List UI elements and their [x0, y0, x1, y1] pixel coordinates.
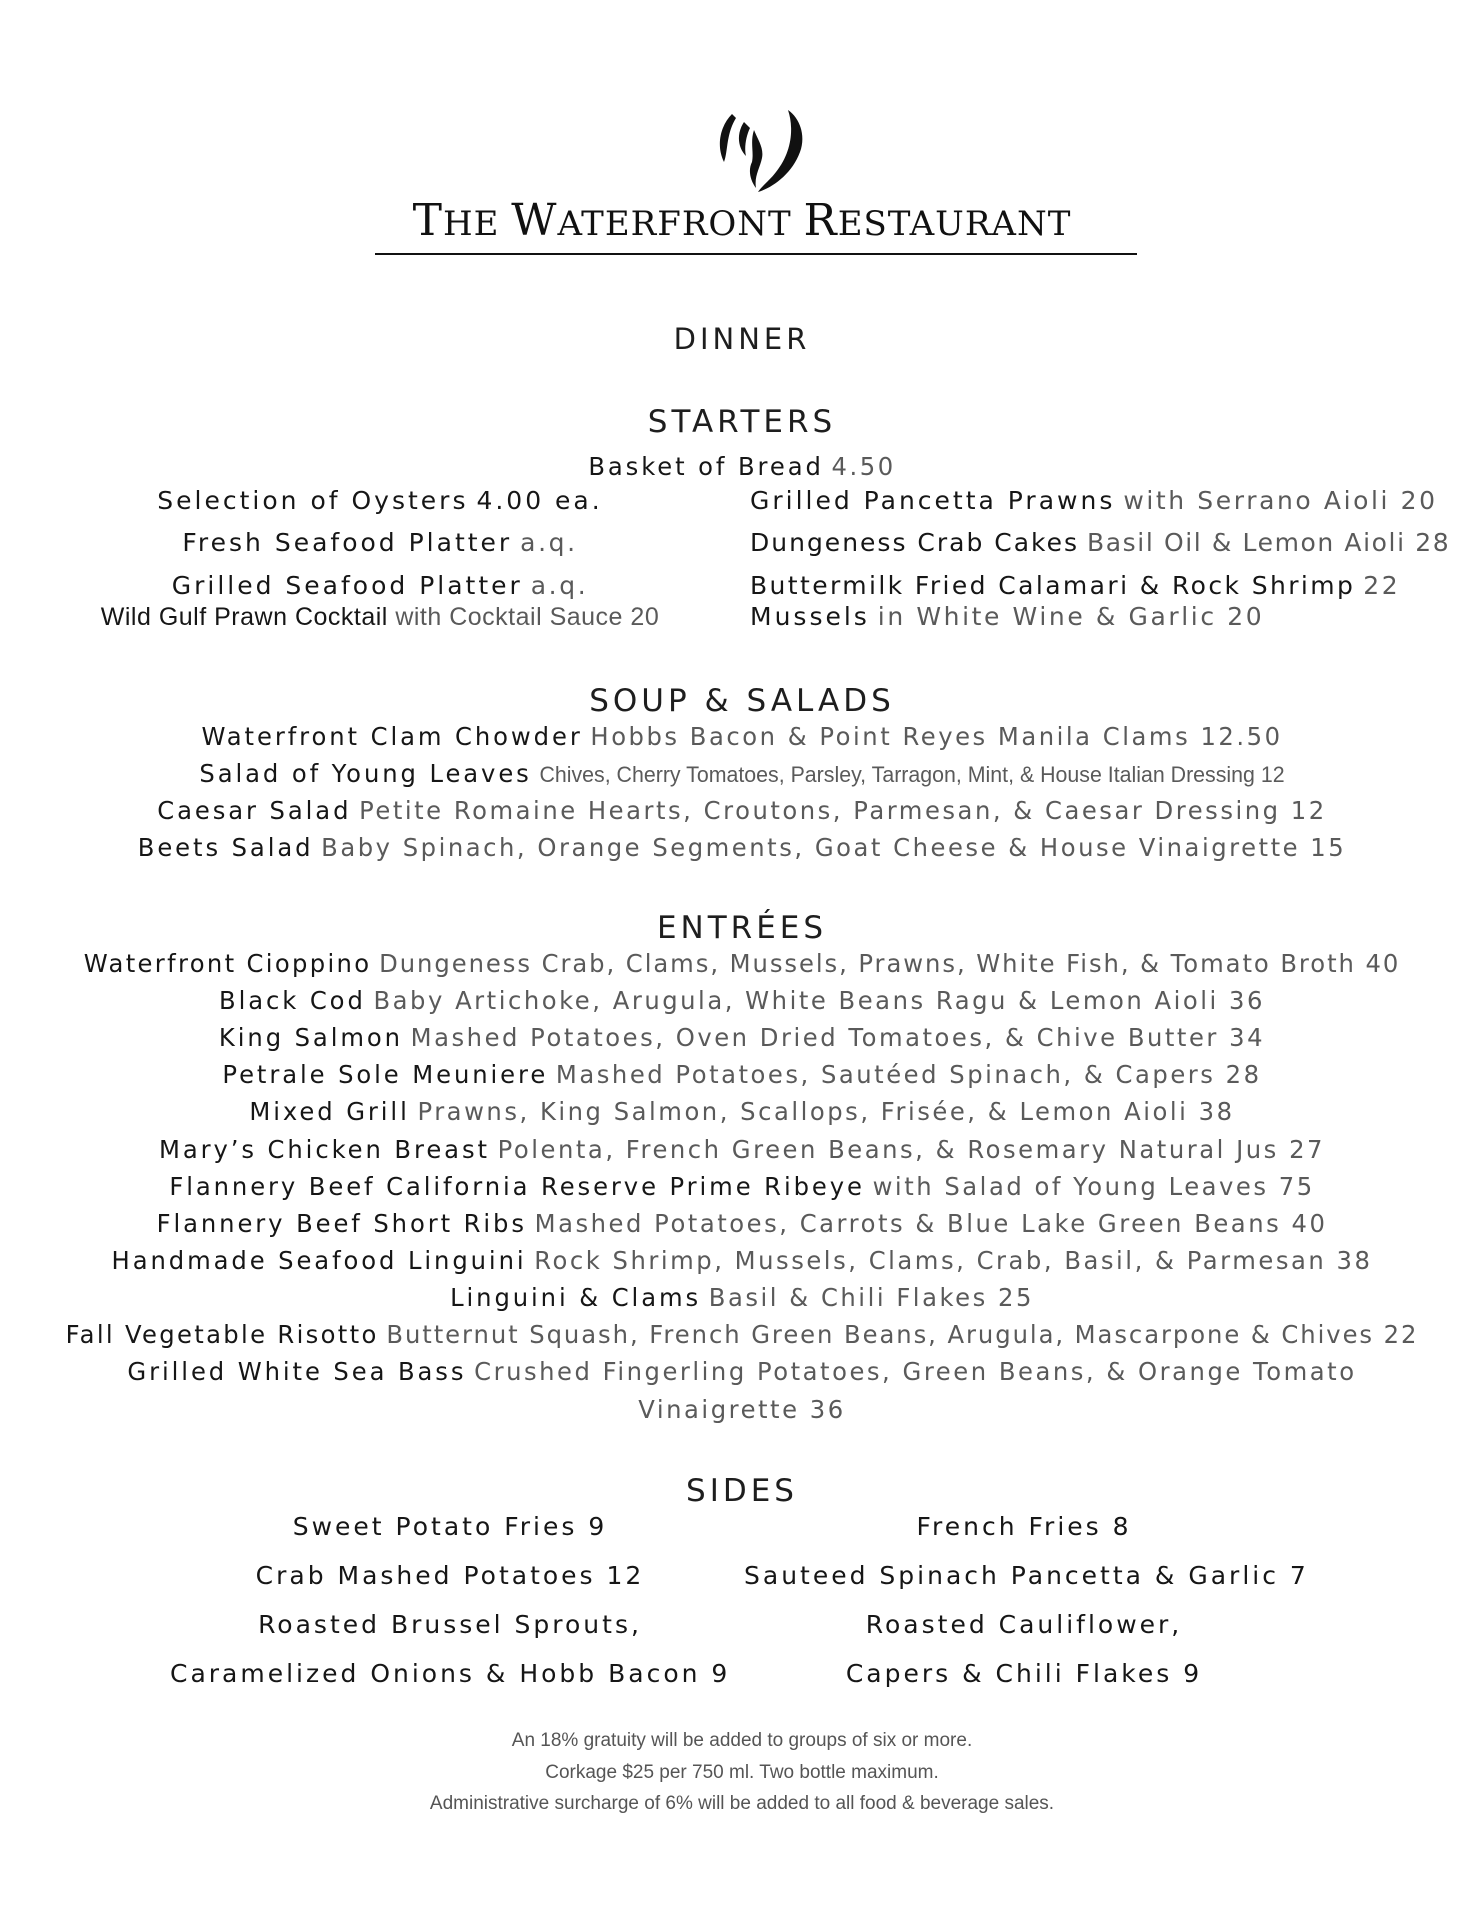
item-name: Salad of Young Leaves [199, 759, 532, 788]
item-name: Flannery Beef California Reserve Prime Ribeye [169, 1171, 865, 1201]
entree-item [22, 1283, 1462, 1313]
item-name: Selection of Oysters [157, 486, 469, 515]
item-name: Flannery Beef Short Ribs [156, 1208, 527, 1238]
entree-item [22, 1246, 1462, 1276]
entree-item [22, 1172, 1462, 1202]
sides-heading: SIDES [686, 1473, 798, 1509]
side-right-1: French Fries 8 [916, 1512, 1132, 1541]
entree-item [22, 1209, 1462, 1239]
entree-continuation [22, 1395, 1462, 1425]
item-desc: Butternut Squash, French Green Beans, Arugula, Mascarpone & Chives 22 [386, 1320, 1419, 1349]
item-name: Buttermilk Fried Calamari & Rock Shrimp [750, 571, 1356, 600]
entree-item [22, 1097, 1462, 1127]
side-left-2: Crab Mashed Potatoes 12 [255, 1561, 645, 1590]
soup-item-1 [22, 722, 1462, 752]
restaurant-title [0, 194, 1484, 251]
item-desc: with Serrano Aioli 20 [1123, 486, 1438, 515]
item-price: 4.50 [831, 452, 896, 481]
item-desc: Baby Spinach, Orange Segments, Goat Cheese & House Vinaigrette 15 [321, 833, 1347, 862]
entree-item [22, 1135, 1462, 1165]
item-name: Petrale Sole Meuniere [222, 1060, 549, 1090]
title-aterfront: ATERFRONT [557, 204, 804, 244]
bread-item [22, 452, 1462, 482]
starter-left-3 [100, 571, 660, 601]
starter-right-2 [750, 528, 1450, 558]
item-desc: Mashed Potatoes, Oven Dried Tomatoes, & Chive Butter 34 [410, 1023, 1266, 1053]
item-name: Mixed Grill [249, 1097, 410, 1127]
entree-item [22, 949, 1462, 979]
item-price: a.q. [520, 528, 578, 557]
side-right-2: Sauteed Spinach Pancetta & Garlic 7 [744, 1561, 1309, 1590]
title-estaurant: ESTAURANT [837, 204, 1072, 244]
item-desc: Petite Romaine Hearts, Croutons, Parmesan, & Caesar Dressing 12 [359, 796, 1327, 825]
footer-corkage: Corkage $25 per 750 ml. Two bottle maximum. [545, 1762, 939, 1783]
entree-item [22, 1023, 1462, 1053]
item-name: Caesar Salad [157, 796, 352, 825]
title-letter-w: W [511, 195, 558, 246]
item-desc: Prawns, King Salmon, Scallops, Frisée, & Lemon Aioli 38 [417, 1097, 1235, 1127]
item-desc: Polenta, French Green Beans, & Rosemary Natural Jus 27 [497, 1134, 1325, 1164]
item-desc: Mashed Potatoes, Carrots & Blue Lake Green Beans 40 [534, 1208, 1328, 1238]
entree-item [22, 986, 1462, 1016]
starter-right-1 [750, 486, 1438, 516]
item-desc: Dungeness Crab, Clams, Mussels, Prawns, White Fish, & Tomato Broth 40 [379, 949, 1401, 978]
entrees-heading: ENTRÉES [656, 910, 828, 946]
soup-item-4 [22, 833, 1462, 863]
starter-left-4 [100, 602, 660, 632]
item-name: Basket of Bread [588, 452, 824, 481]
soups-heading: SOUP & SALADS [589, 683, 895, 719]
waterfront-logo-icon [710, 108, 810, 198]
entree-item [22, 1320, 1462, 1350]
title-letter-t: T [412, 195, 443, 246]
starters-heading: STARTERS [647, 404, 837, 440]
item-name: Linguini & Clams [450, 1282, 702, 1312]
item-desc: Basil & Chili Flakes 25 [708, 1282, 1034, 1312]
restaurant-logo [710, 108, 810, 198]
item-name: Waterfront Cioppino [83, 949, 372, 978]
starter-right-3 [750, 571, 1400, 601]
soup-item-3 [22, 796, 1462, 826]
title-letter-r: R [803, 195, 838, 246]
item-name: Handmade Seafood Linguini [111, 1245, 527, 1275]
item-name: Grilled Pancetta Prawns [750, 486, 1116, 515]
side-right-3: Roasted Cauliflower, [865, 1610, 1183, 1639]
side-left-4: Caramelized Onions & Hobb Bacon 9 [170, 1659, 731, 1688]
item-name: Mary’s Chicken Breast [158, 1134, 490, 1164]
item-name: Fresh Seafood Platter [182, 528, 513, 557]
item-desc: Vinaigrette 36 [638, 1395, 846, 1424]
item-desc: Hobbs Bacon & Point Reyes Manila Clams 12.50 [590, 722, 1283, 751]
entree-item [22, 1060, 1462, 1090]
item-desc: Baby Artichoke, Arugula, White Beans Ragu & Lemon Aioli 36 [373, 986, 1265, 1016]
item-price: a.q. [530, 571, 589, 600]
side-left-1: Sweet Potato Fries 9 [292, 1512, 608, 1541]
item-desc: Crushed Fingerling Potatoes, Green Beans, & Orange Tomato [474, 1357, 1357, 1387]
item-name: Waterfront Clam Chowder [201, 722, 583, 751]
item-price: 22 [1363, 571, 1401, 600]
side-right-4: Capers & Chili Flakes 9 [845, 1659, 1203, 1688]
item-desc: Basil Oil & Lemon Aioli 28 [1087, 528, 1451, 557]
starter-left-2 [100, 528, 660, 558]
item-name: Wild Gulf Prawn Cocktail [100, 603, 388, 631]
item-name: Black Cod [219, 986, 366, 1016]
title-underline [375, 253, 1137, 255]
item-desc: with Cocktail Sauce 20 [395, 603, 660, 631]
item-name: Mussels [750, 602, 870, 631]
menu-label: DINNER [673, 322, 811, 356]
starter-left-1 [100, 486, 660, 516]
footer-gratuity: An 18% gratuity will be added to groups of six or more. [511, 1730, 973, 1751]
item-desc: with Salad of Young Leaves 75 [872, 1171, 1315, 1201]
item-name: Beets Salad [137, 833, 314, 862]
item-price: 4.00 ea. [476, 486, 603, 515]
entree-item [22, 1357, 1462, 1387]
item-desc: Chives, Cherry Tomatoes, Parsley, Tarragon, Mint, & House Italian Dressing 12 [539, 762, 1285, 787]
item-desc: Rock Shrimp, Mussels, Clams, Crab, Basil, & Parmesan 38 [534, 1245, 1373, 1275]
item-name: Grilled Seafood Platter [171, 571, 523, 600]
footer-surcharge: Administrative surcharge of 6% will be added to all food & beverage sales. [429, 1793, 1055, 1814]
item-name: Dungeness Crab Cakes [750, 528, 1080, 557]
starter-right-4 [750, 602, 1264, 632]
item-name: King Salmon [218, 1023, 403, 1053]
item-desc: Mashed Potatoes, Sautéed Spinach, & Capers 28 [555, 1060, 1262, 1090]
title-he: HE [442, 204, 512, 244]
side-left-3: Roasted Brussel Sprouts, [258, 1610, 642, 1639]
item-name: Fall Vegetable Risotto [65, 1320, 379, 1349]
soup-item-2 [22, 759, 1462, 790]
item-desc: in White Wine & Garlic 20 [877, 602, 1265, 631]
item-name: Grilled White Sea Bass [127, 1357, 467, 1387]
